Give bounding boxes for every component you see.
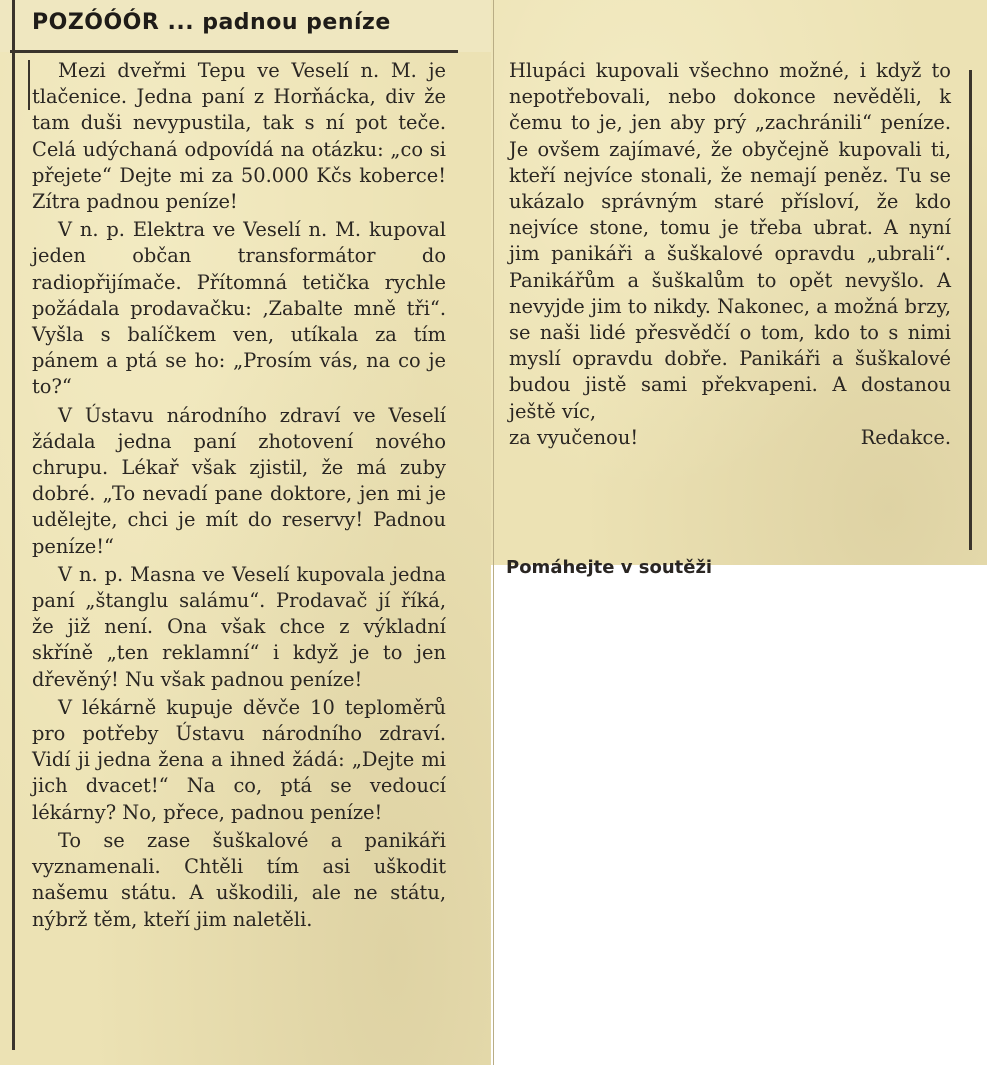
closing-line — [509, 425, 951, 451]
paragraph-suskalove: To se zase šuškalové a panikáři vyznamenali. Chtěli tím asi uškodit našemu státu. A uškodili, ale ne státu, nýbrž těm, kteří jim naletěli. — [32, 828, 446, 931]
paragraph-lekarna: V lékárně kupuje děvče 10 teploměrů pro potřeby Ústavu národního zdraví. Vidí ji jedna žena a ihned žádá: „Dejte mi jich dvacet!“ Na co, ptá se vedoucí lékárny? No, přece, padnou peníze! — [32, 695, 446, 824]
paragraph-elektra: V n. p. Elektra ve Veselí n. M. kupoval jeden občan transformátor do radiopřijímače. Přítomná tetička rychle požádala prodavačku: ‚Zabalte mně tři“. Vyšla s balíčkem ven, utíkala za tím pánem a ptá se ho: „Prosím vás, na co je to?“ — [32, 218, 446, 399]
closing-phrase: za vyučenou! — [509, 425, 639, 449]
left-column — [32, 58, 446, 933]
cut-off-heading-text: Pomáhejte v soutěži — [506, 557, 713, 578]
headline-rule — [10, 50, 458, 53]
signature-redakce: Redakce. — [860, 425, 951, 449]
left-inner-rule — [28, 60, 30, 110]
paragraph-ustav: V Ústavu národního zdraví ve Veselí žádala jedna paní zhotovení nového chrupu. Lékař však zjistil, že má zuby dobré. „To nevadí pane doktore, jen mi je udělejte, chci je mít do reservy! Padnou peníze!“ — [32, 403, 446, 558]
right-border-rule — [969, 70, 972, 550]
left-border-rule — [12, 0, 15, 1050]
right-column — [509, 58, 951, 451]
paragraph-hlupaci: Hlupáci kupovali všechno možné, i když to nepotřebovali, nebo dokonce nevěděli, k čemu to je, jen aby prý „zachránili“ peníze. Je ovšem zajímavé, že obyčejně kupovali ti, kteří nejvíce stonali, že nemají peněz. Tu se ukázalo správným staré přísloví, že kdo nejvíce stone, tomu je třeba ubrat. A nyní jim panikáři a šuškalové opravdu „ubrali“. Panikářům a šuškalům to opět nevyšlo. A nevyjde jim to nikdy. Nakonec, a možná brzy, se naši lidé přesvědčí o tom, kdo to s nimi myslí opravdu dobře. Panikáři a šuškalové budou jistě sami překvapeni. A dostanou ještě víc, — [509, 59, 951, 423]
cut-off-heading — [506, 552, 806, 578]
clipping-left — [0, 0, 491, 1065]
headline-bar — [0, 0, 491, 52]
column-divider — [493, 0, 494, 1065]
paragraph-tep: Mezi dveřmi Tepu ve Veselí n. M. je tlačenice. Jedna paní z Horňácka, div že tam duši nevypustila, tak s ní pot teče. Celá udýchaná odpovídá na otázku: „co si přejete“ Dejte mi za 50.000 Kčs koberce! Zítra padnou peníze! — [32, 59, 446, 214]
article-headline: POZÓÓÓR ... padnou peníze — [32, 10, 391, 35]
paragraph-masna: V n. p. Masna ve Veselí kupovala jedna paní „štanglu salámu“. Prodavač jí říká, že již není. Ona však chce z výkladní skříně „ten reklamní“ i když je to jen dřevěný! Nu však padnou peníze! — [32, 562, 446, 691]
